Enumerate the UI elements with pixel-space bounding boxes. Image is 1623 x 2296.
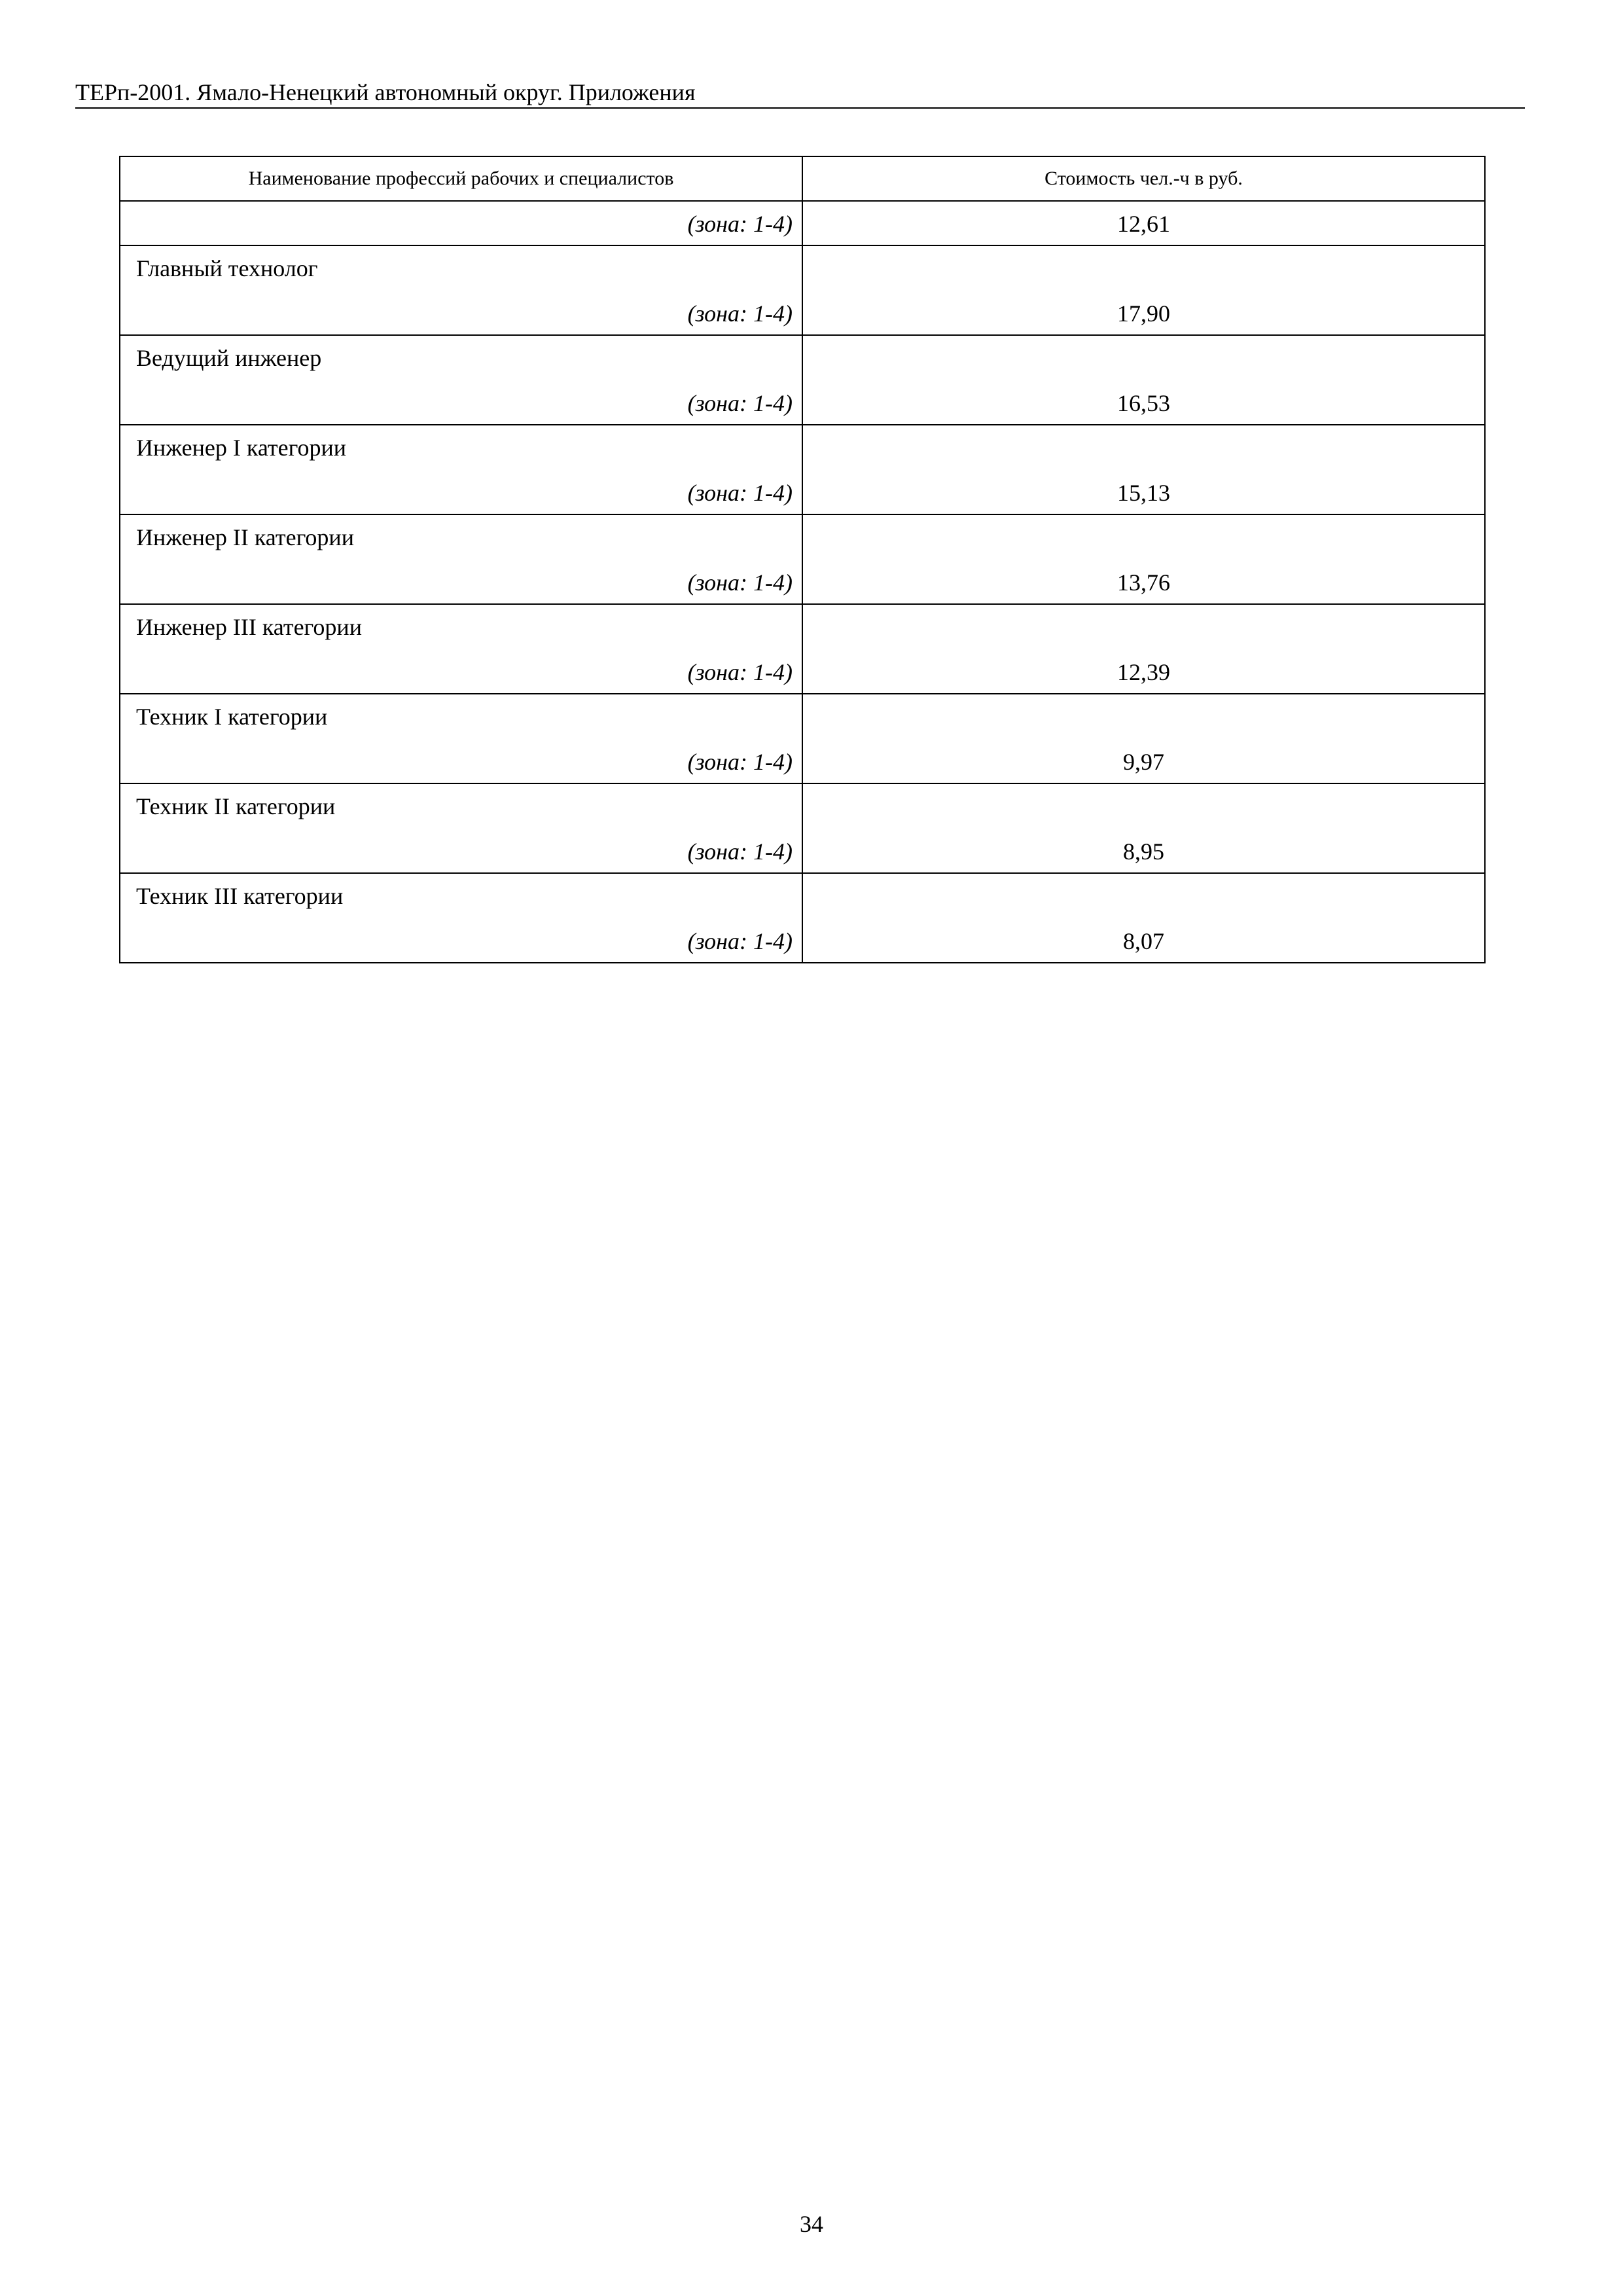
cost-cell: [802, 425, 1485, 514]
table-row: [120, 201, 1485, 245]
cost-value: 8,07: [1123, 928, 1164, 954]
zone-label: (зона: 1-4): [687, 211, 793, 237]
profession-cell: [120, 783, 802, 873]
cost-value: 17,90: [1117, 300, 1170, 327]
cost-cell: [802, 201, 1485, 245]
zone-label: (зона: 1-4): [687, 838, 793, 865]
cost-value: 15,13: [1117, 480, 1170, 506]
cost-value: 12,61: [1117, 211, 1170, 237]
zone-label: (зона: 1-4): [687, 300, 793, 327]
profession-name: Главный технолог: [136, 255, 318, 281]
cost-cell: [802, 245, 1485, 335]
table-row: [120, 335, 1485, 425]
profession-cell: [120, 873, 802, 963]
column-header-cost: Стоимость чел.-ч в руб.: [802, 156, 1485, 201]
cost-value: 12,39: [1117, 659, 1170, 685]
profession-name: Инженер II категории: [136, 524, 354, 550]
cost-value: 16,53: [1117, 390, 1170, 416]
cost-value: 13,76: [1117, 569, 1170, 596]
page-header-title: ТЕРп-2001. Ямало-Ненецкий автономный округ. Приложения: [75, 79, 696, 105]
profession-name: Техник I категории: [136, 704, 328, 730]
zone-label: (зона: 1-4): [687, 659, 793, 685]
profession-cell: [120, 335, 802, 425]
profession-name: Инженер III категории: [136, 614, 362, 640]
table-row: [120, 245, 1485, 335]
table-row: [120, 604, 1485, 694]
profession-cell: [120, 514, 802, 604]
cost-cell: [802, 604, 1485, 694]
cost-cell: [802, 514, 1485, 604]
table-row: [120, 425, 1485, 514]
cost-cell: [802, 783, 1485, 873]
page-header: [75, 75, 1525, 109]
cost-cell: [802, 873, 1485, 963]
table-header-row: [120, 156, 1485, 201]
cost-value: 8,95: [1123, 838, 1164, 865]
cost-value: 9,97: [1123, 749, 1164, 775]
profession-cell: [120, 604, 802, 694]
page-number: 34: [800, 2211, 823, 2237]
table-row: [120, 873, 1485, 963]
zone-label: (зона: 1-4): [687, 569, 793, 596]
zone-label: (зона: 1-4): [687, 749, 793, 775]
profession-cell: [120, 425, 802, 514]
profession-name: Техник II категории: [136, 793, 336, 819]
profession-name: Техник III категории: [136, 883, 344, 909]
table-row: [120, 783, 1485, 873]
zone-label: (зона: 1-4): [687, 928, 793, 954]
profession-name: Инженер I категории: [136, 435, 346, 461]
cost-cell: [802, 335, 1485, 425]
zone-label: (зона: 1-4): [687, 480, 793, 506]
profession-cell: [120, 694, 802, 783]
profession-cell: [120, 245, 802, 335]
rates-table: [119, 156, 1486, 963]
table-row: [120, 694, 1485, 783]
profession-name: Ведущий инженер: [136, 345, 322, 371]
cost-cell: [802, 694, 1485, 783]
table-row: [120, 514, 1485, 604]
zone-label: (зона: 1-4): [687, 390, 793, 416]
column-header-profession: Наименование профессий рабочих и специалистов: [120, 156, 802, 201]
profession-cell: [120, 201, 802, 245]
